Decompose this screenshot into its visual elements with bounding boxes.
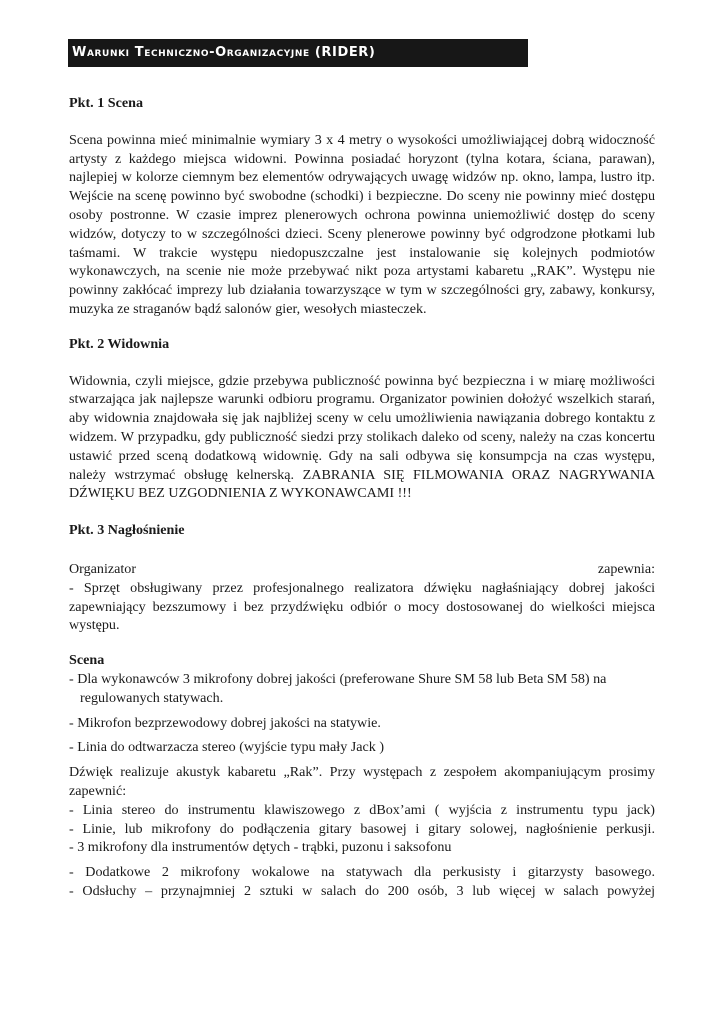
extra-item-monitors: - Odsłuchy – przynajmniej 2 sztuki w salach do 200 osób, 3 lub więcej w salach powyżej — [69, 882, 655, 899]
document-title-banner: Warunki Techniczno-Organizacyjne (RIDER) — [68, 39, 528, 67]
section-1-heading: Pkt. 1 Scena — [69, 95, 143, 111]
band-item-wind: - 3 mikrofony dla instrumentów dętych - trąbki, puzonu i saksofonu — [69, 839, 452, 856]
scena-subheading: Scena — [69, 652, 105, 669]
band-item-keyboard: - Linia stereo do instrumentu klawiszowego z dBox’ami ( wyjścia z instrumentu typu jack) — [69, 801, 655, 818]
section-3-intro — [69, 560, 655, 579]
intro-right: zapewnia: — [597, 560, 655, 577]
section-2-body: Widownia, czyli miejsce, gdzie przebywa publiczność powinna być bezpieczna i w miarę możliwości stwarzająca jak najlepsze warunki odbioru programu. Organizator powinien dołożyć wszelkich starań, aby widownia znajdowała się jak najbliżej sceny w celu umożliwienia nawiązania dobrego kontaktu z widzem. W przypadku, gdy publiczność siedzi przy stolikach daleko od sceny, należy na czas koncertu ustawić przed sceną dodatkową widownię. Gdy na sali odbywa się konsumpcja na czas występu, należy wstrzymać obsługę kelnerską. ZABRANIA SIĘ FILMOWANIA ORAZ NAGRYWANIA DŹWIĘKU BEZ UZGODNIENIA Z WYKONAWCAMI !!! — [69, 372, 655, 502]
band-item-guitars: - Linie, lub mikrofony do podłączenia gitary basowej i gitary solowej, nagłośnienie perkusji. — [69, 820, 655, 837]
intro-left: Organizator — [69, 560, 137, 577]
intro-item: - Sprzęt obsługiwany przez profesjonalnego realizatora dźwięku nagłaśniający dobrej jakości zapewniający bezszumowy i bez przydźwięku odbiór o mocy dostosowanej do wielkości miejsca występu. — [69, 579, 655, 634]
document-body — [69, 94, 655, 901]
scena-item-wireless: - Mikrofon bezprzewodowy dobrej jakości na statywie. — [69, 714, 381, 731]
section-3-heading: Pkt. 3 Nagłośnienie — [69, 522, 185, 539]
scena-item-line: - Linia do odtwarzacza stereo (wyjście typu mały Jack ) — [69, 739, 385, 756]
section-2-heading: Pkt. 2 Widownia — [69, 335, 170, 352]
scena-item-microphones: - Dla wykonawców 3 mikrofony dobrej jakości (preferowane Shure SM 58 lub Beta SM 58) na regulowanych statywach. — [69, 670, 607, 706]
extra-item-vocal-mics: - Dodatkowe 2 mikrofony wokalowe na statywach dla perkusisty i gitarzysty basowego. — [69, 864, 655, 881]
acoustic-paragraph: Dźwięk realizuje akustyk kabaretu „Rak”. Przy występach z zespołem akompaniującym prosimy zapewnić: — [69, 764, 655, 799]
section-1-body: Scena powinna mieć minimalnie wymiary 3 x 4 metry o wysokości umożliwiającej dobrą widoczność artysty z każdego miejsca widowni. Powinna posiadać horyzont (tylna kotara, ściana, parawan), najlepiej w kolorze ciemnym bez elementów odrywających uwagę widzów np. okno, lampa, lustro itp. Wejście na scenę powinno być swobodne (schodki) i bezpieczne. Do sceny nie powinny mieć dostępu osoby postronne. W czasie imprez plenerowych ochrona powinna uniemożliwić dostęp do sceny widzów, dotyczy to w szczególności dzieci. Sceny plenerowe powinny być odgrodzone płotkami lub taśmami. W trakcie występu niedopuszczalne jest instalowanie się kolejnych podmiotów wykonawczych, na scenie nie może przebywać nikt poza artystami kabaretu „RAK”. Występu nie powinny zakłócać imprezy lub działania towarzyszące w tym w szczególności gry, zabawy, konkursy, muzyka ze straganów bądź salonów gier, wesołych miasteczek. — [69, 131, 655, 317]
